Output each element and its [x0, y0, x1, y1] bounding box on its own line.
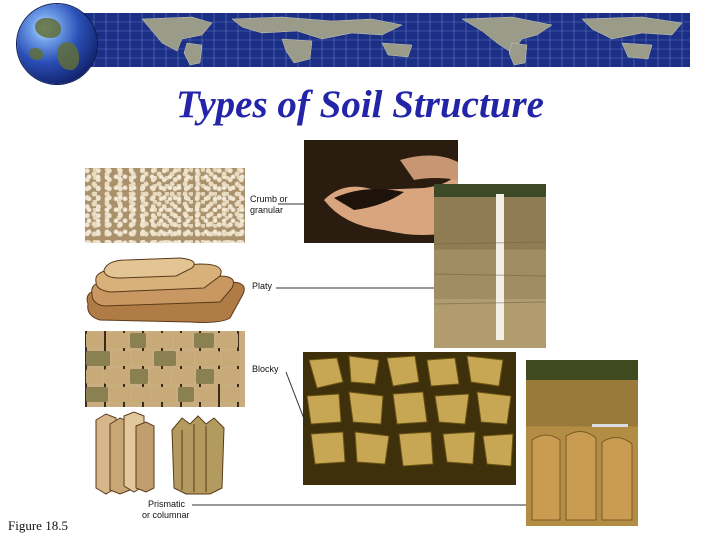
label-prismatic-line1: Prismatic [148, 499, 186, 509]
label-platy: Platy [252, 281, 273, 291]
label-crumb-line2: granular [250, 205, 284, 215]
slide-title: Types of Soil Structure [176, 83, 544, 126]
label-blocky: Blocky [252, 364, 279, 374]
label-prismatic-line2: or columnar [142, 510, 190, 520]
label-crumb-line1: Crumb or [250, 194, 288, 204]
figure-caption: Figure 18.5 [8, 518, 68, 533]
